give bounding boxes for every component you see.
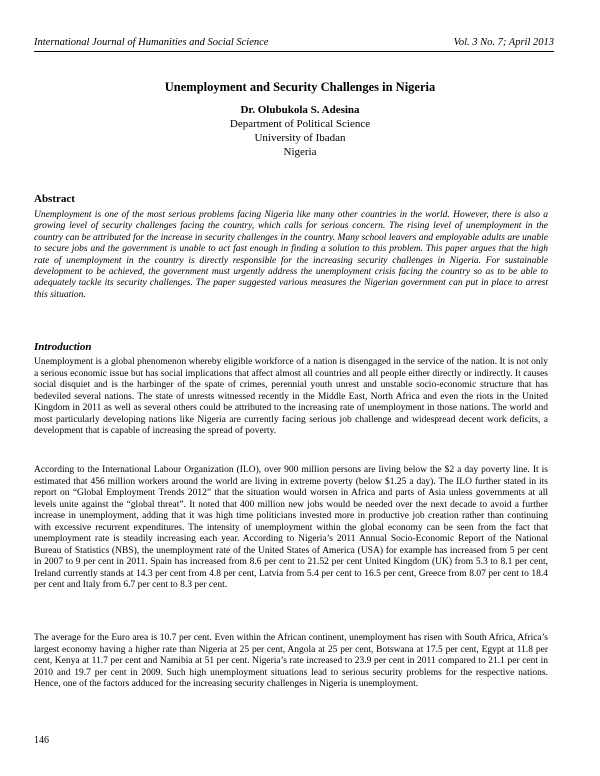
journal-name: International Journal of Humanities and Social Science	[34, 37, 269, 48]
author-name: Dr. Olubukola S. Adesina	[240, 104, 360, 116]
intro-paragraph-2: According to the International Labour Organization (ILO), over 900 million persons are living below the $2 a day poverty line. It is estimated that 456 million workers around the world are living in extreme poverty (below $1.25 a day). The ILO further stated in its report on “Global Employment Trends 2012” that the situation would worsen in Africa and parts of Asia unless governments at all levels unite against the “global threat”. It noted that 400 million new jobs would be needed over the next decade to avoid a further increase in unemployment, adding that it was high time politicians invested more in productive job creation rather than continuing with excessive recurrent expenditures. The intensity of unemployment within the global economy can be seen from the fact that unemployment rate is steadily increasing each year. According to Nigeria’s 2011 Annual Socio-Economic Report of the National Bureau of Statistics (NBS), the unemployment rate of the United States of America (USA) for example has increased from 5 per cent in 2007 to 9 per cent in 2011. Spain has increased from 8.6 per cent to 21.52 per cent United Kingdom (UK) from 5.3 to 8.1 per cent, Ireland currently stands at 14.3 per cent from 4.8 per cent, Latvia from 5.4 per cent to 16.5 per cent, Greece from 8.07 per cent to 18.4 per cent and Italy from 6.7 per cent to 8.3 per cent.	[34, 465, 548, 590]
abstract-text: Unemployment is one of the most serious problems facing Nigeria like many other countries in the world. However, there is also a growing level of security challenges facing the country, which calls for serious concern. The rising level of unemployment in the country can be attributed for the increase in security challenges in the country. Many school leavers and employable adults are unable to secure jobs and the government is unable to act fast enough in finding a solution to this problem. This paper argues that the high rate of unemployment in the country is directly responsible for the increasing security challenges in Nigeria. For sustainable development to be achieved, the government must urgently address the unemployment crisis facing the country so as to be able to adequately tackle its security challenges. The paper suggested various measures the Nigerian government can put in place to arrest this situation.	[34, 210, 548, 300]
author-department: Department of Political Science	[229, 118, 371, 130]
page-number: 146	[34, 735, 49, 746]
author-country: Nigeria	[283, 146, 317, 158]
issue-info: Vol. 3 No. 7; April 2013	[453, 37, 554, 48]
author-block	[0, 103, 600, 159]
paper-title: Unemployment and Security Challenges in Nigeria	[164, 80, 436, 94]
introduction-heading: Introduction	[34, 341, 92, 353]
intro-paragraph-3: The average for the Euro area is 10.7 per cent. Even within the African continent, unemployment has risen with South Africa, Africa’s largest economy having a higher rate than Nigeria at 25 per cent, Angola at 25 per cent, Botswana at 17.5 per cent, Egypt at 11.8 per cent, Kenya at 11.7 per cent and Namibia at 51 per cent. Nigeria’s rate increased to 23.9 per cent in 2011 compared to 21.1 per cent in 2010 and 19.7 per cent in 2009. Such high unemployment situations lead to serious security problems for the respective nations. Hence, one of the factors adduced for the increasing security challenges in Nigeria is unemployment.	[34, 633, 548, 689]
abstract-heading: Abstract	[34, 193, 75, 205]
intro-paragraph-1: Unemployment is a global phenomenon whereby eligible workforce of a nation is disengaged in the service of the nation. It is not only a serious economic issue but has social implications that affect almost all countries and all people either directly or indirectly. It causes social disquiet and is the harbinger of the spate of crimes, perennial youth unrest and unstable socio-economic structure that has bedeviled several nations. The state of unrests witnessed recently in the Middle East, North Africa and even the riots in the United Kingdom in 2011 as well as several others could be attributed to the increasing rate of unemployment in those nations. The world and most particularly developing nations like Nigeria are currently facing serious job challenge and widespread decent work deficits, a development that is capable of increasing the spread of poverty.	[34, 357, 548, 436]
running-header	[34, 37, 554, 52]
author-university: University of Ibadan	[254, 132, 346, 144]
